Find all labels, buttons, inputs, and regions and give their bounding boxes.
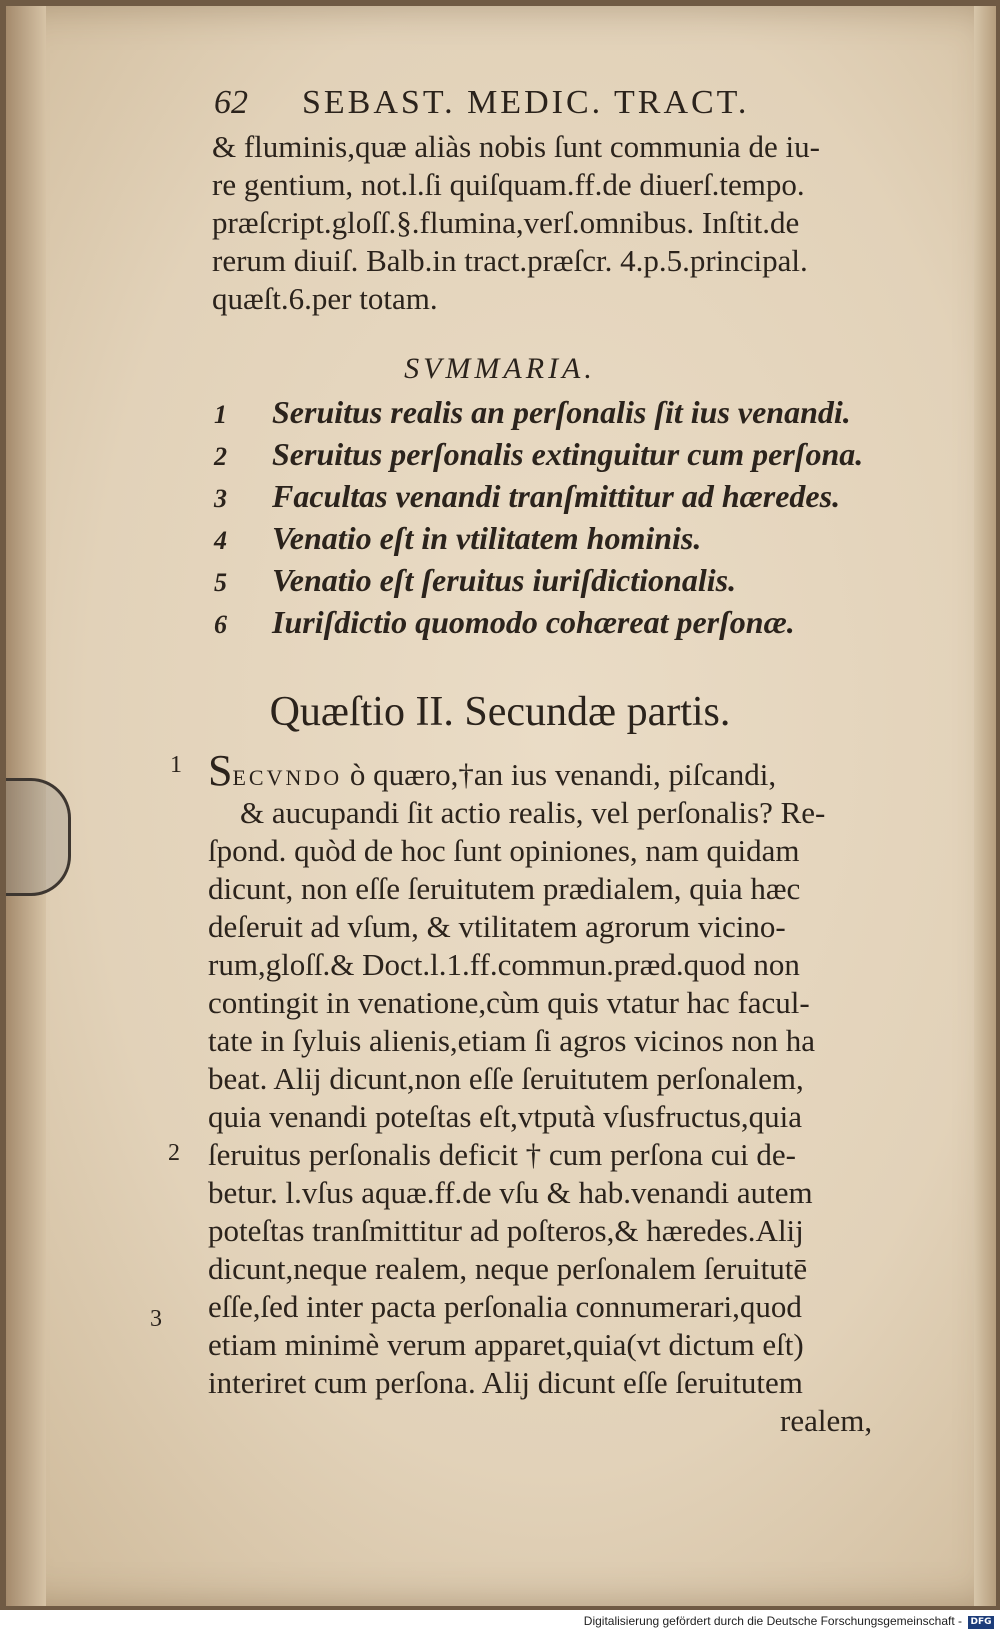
summaria-number: 4 [214, 526, 227, 555]
summaria-item [214, 434, 863, 477]
text-line: poteſtas tranſmittitur ad poſteros,& hæredes.Alij [208, 1213, 804, 1248]
text-line: contingit in venatione,cùm quis vtatur hac facul- [208, 985, 810, 1020]
summaria-item [214, 392, 851, 435]
text-line: & aucupandi ſit actio realis, vel perſonalis? Re- [240, 795, 826, 830]
summaria-item [214, 602, 795, 645]
text-line: tate in ſyluis alienis,etiam ſi agros vicinos non ha [208, 1023, 815, 1058]
summaria-number: 1 [214, 400, 227, 429]
summaria-number: 2 [214, 442, 227, 471]
text-line: rerum diuiſ. Balb.in tract.præſcr. 4.p.5.principal. [212, 243, 808, 278]
text-line: rum,gloſſ.& Doct.l.1.ff.commun.præd.quod non [208, 947, 800, 982]
running-title: SEBAST. MEDIC. TRACT. [302, 84, 750, 121]
summaria-text: Seruitus perſonalis extinguitur cum perſona. [272, 436, 864, 472]
summaria-text: Venatio eſt ſeruitus iuriſdictionalis. [272, 562, 737, 598]
summaria-item [214, 518, 701, 561]
summaria-number: 6 [214, 610, 227, 639]
margin-number: 3 [150, 1306, 162, 1332]
text-line: præſcript.gloſſ.§.flumina,verſ.omnibus. Inſtit.de [212, 205, 800, 240]
running-head [214, 84, 814, 122]
summaria-text: Facultas venandi tranſmittitur ad hæredes. [272, 478, 841, 514]
summaria-text: Seruitus realis an perſonalis ſit ius venandi. [272, 394, 851, 430]
summaria-item [214, 476, 840, 519]
text-line: ſpond. quòd de hoc ſunt opiniones, nam quidam [208, 833, 800, 868]
book-clip [6, 778, 71, 896]
question-title: Quæſtio II. Secundæ partis. [269, 689, 731, 735]
text-line: deſeruit ad vſum, & vtilitatem agrorum vicino- [208, 909, 786, 944]
text-line: eſſe,ſed inter pacta perſonalia connumerari,quod [208, 1289, 802, 1324]
text-line: etiam minimè verum apparet,quia(vt dictum eſt) [208, 1327, 804, 1362]
first-word: ECVNDO [232, 765, 343, 790]
margin-number: 2 [168, 1140, 180, 1166]
summaria-number: 3 [214, 484, 227, 513]
margin-number: 1 [170, 752, 182, 778]
dfg-logo: DFG [968, 1616, 994, 1629]
text-line: ſeruitus perſonalis deficit † cum perſona cui de- [208, 1137, 796, 1172]
summaria-item [214, 560, 736, 603]
page-number: 62 [214, 84, 248, 121]
summaria-number: 5 [214, 568, 227, 597]
body-first-line [208, 746, 777, 797]
page-edge [974, 6, 996, 1606]
text-line: interiret cum perſona. Alij dicunt eſſe ſeruitutem [208, 1365, 803, 1400]
footer-text: Digitalisierung gefördert durch die Deutsche Forschungsgemeinschaft - [583, 1614, 962, 1628]
text-line: beat. Alij dicunt,non eſſe ſeruitutem perſonalem, [208, 1061, 804, 1096]
footer [0, 1614, 1000, 1636]
summaria-text: Venatio eſt in vtilitatem hominis. [272, 520, 702, 556]
text-line: quæſt.6.per totam. [212, 281, 438, 316]
summaria-text: Iuriſdictio quomodo cohæreat perſonæ. [272, 604, 795, 640]
text-line: ò quæro,†an ius venandi, piſcandi, [349, 757, 777, 792]
drop-cap: S [208, 746, 233, 795]
text-line: betur. l.vſus aquæ.ff.de vſu & hab.venandi autem [208, 1175, 813, 1210]
text-line: dicunt, non eſſe ſeruitutem prædialem, quia hæc [208, 871, 801, 906]
catchword: realem, [780, 1403, 873, 1438]
summaria-heading: SVMMARIA. [404, 352, 596, 385]
text-line: dicunt,neque realem, neque perſonalem ſeruitutē [208, 1251, 808, 1286]
text-line: & fluminis,quæ aliàs nobis ſunt communia de iu- [212, 129, 820, 164]
text-line: re gentium, not.l.ſi quiſquam.ff.de diuerſ.tempo. [212, 167, 805, 202]
text-line: quia venandi poteſtas eſt,vtputà vſusfructus,quia [208, 1099, 803, 1134]
